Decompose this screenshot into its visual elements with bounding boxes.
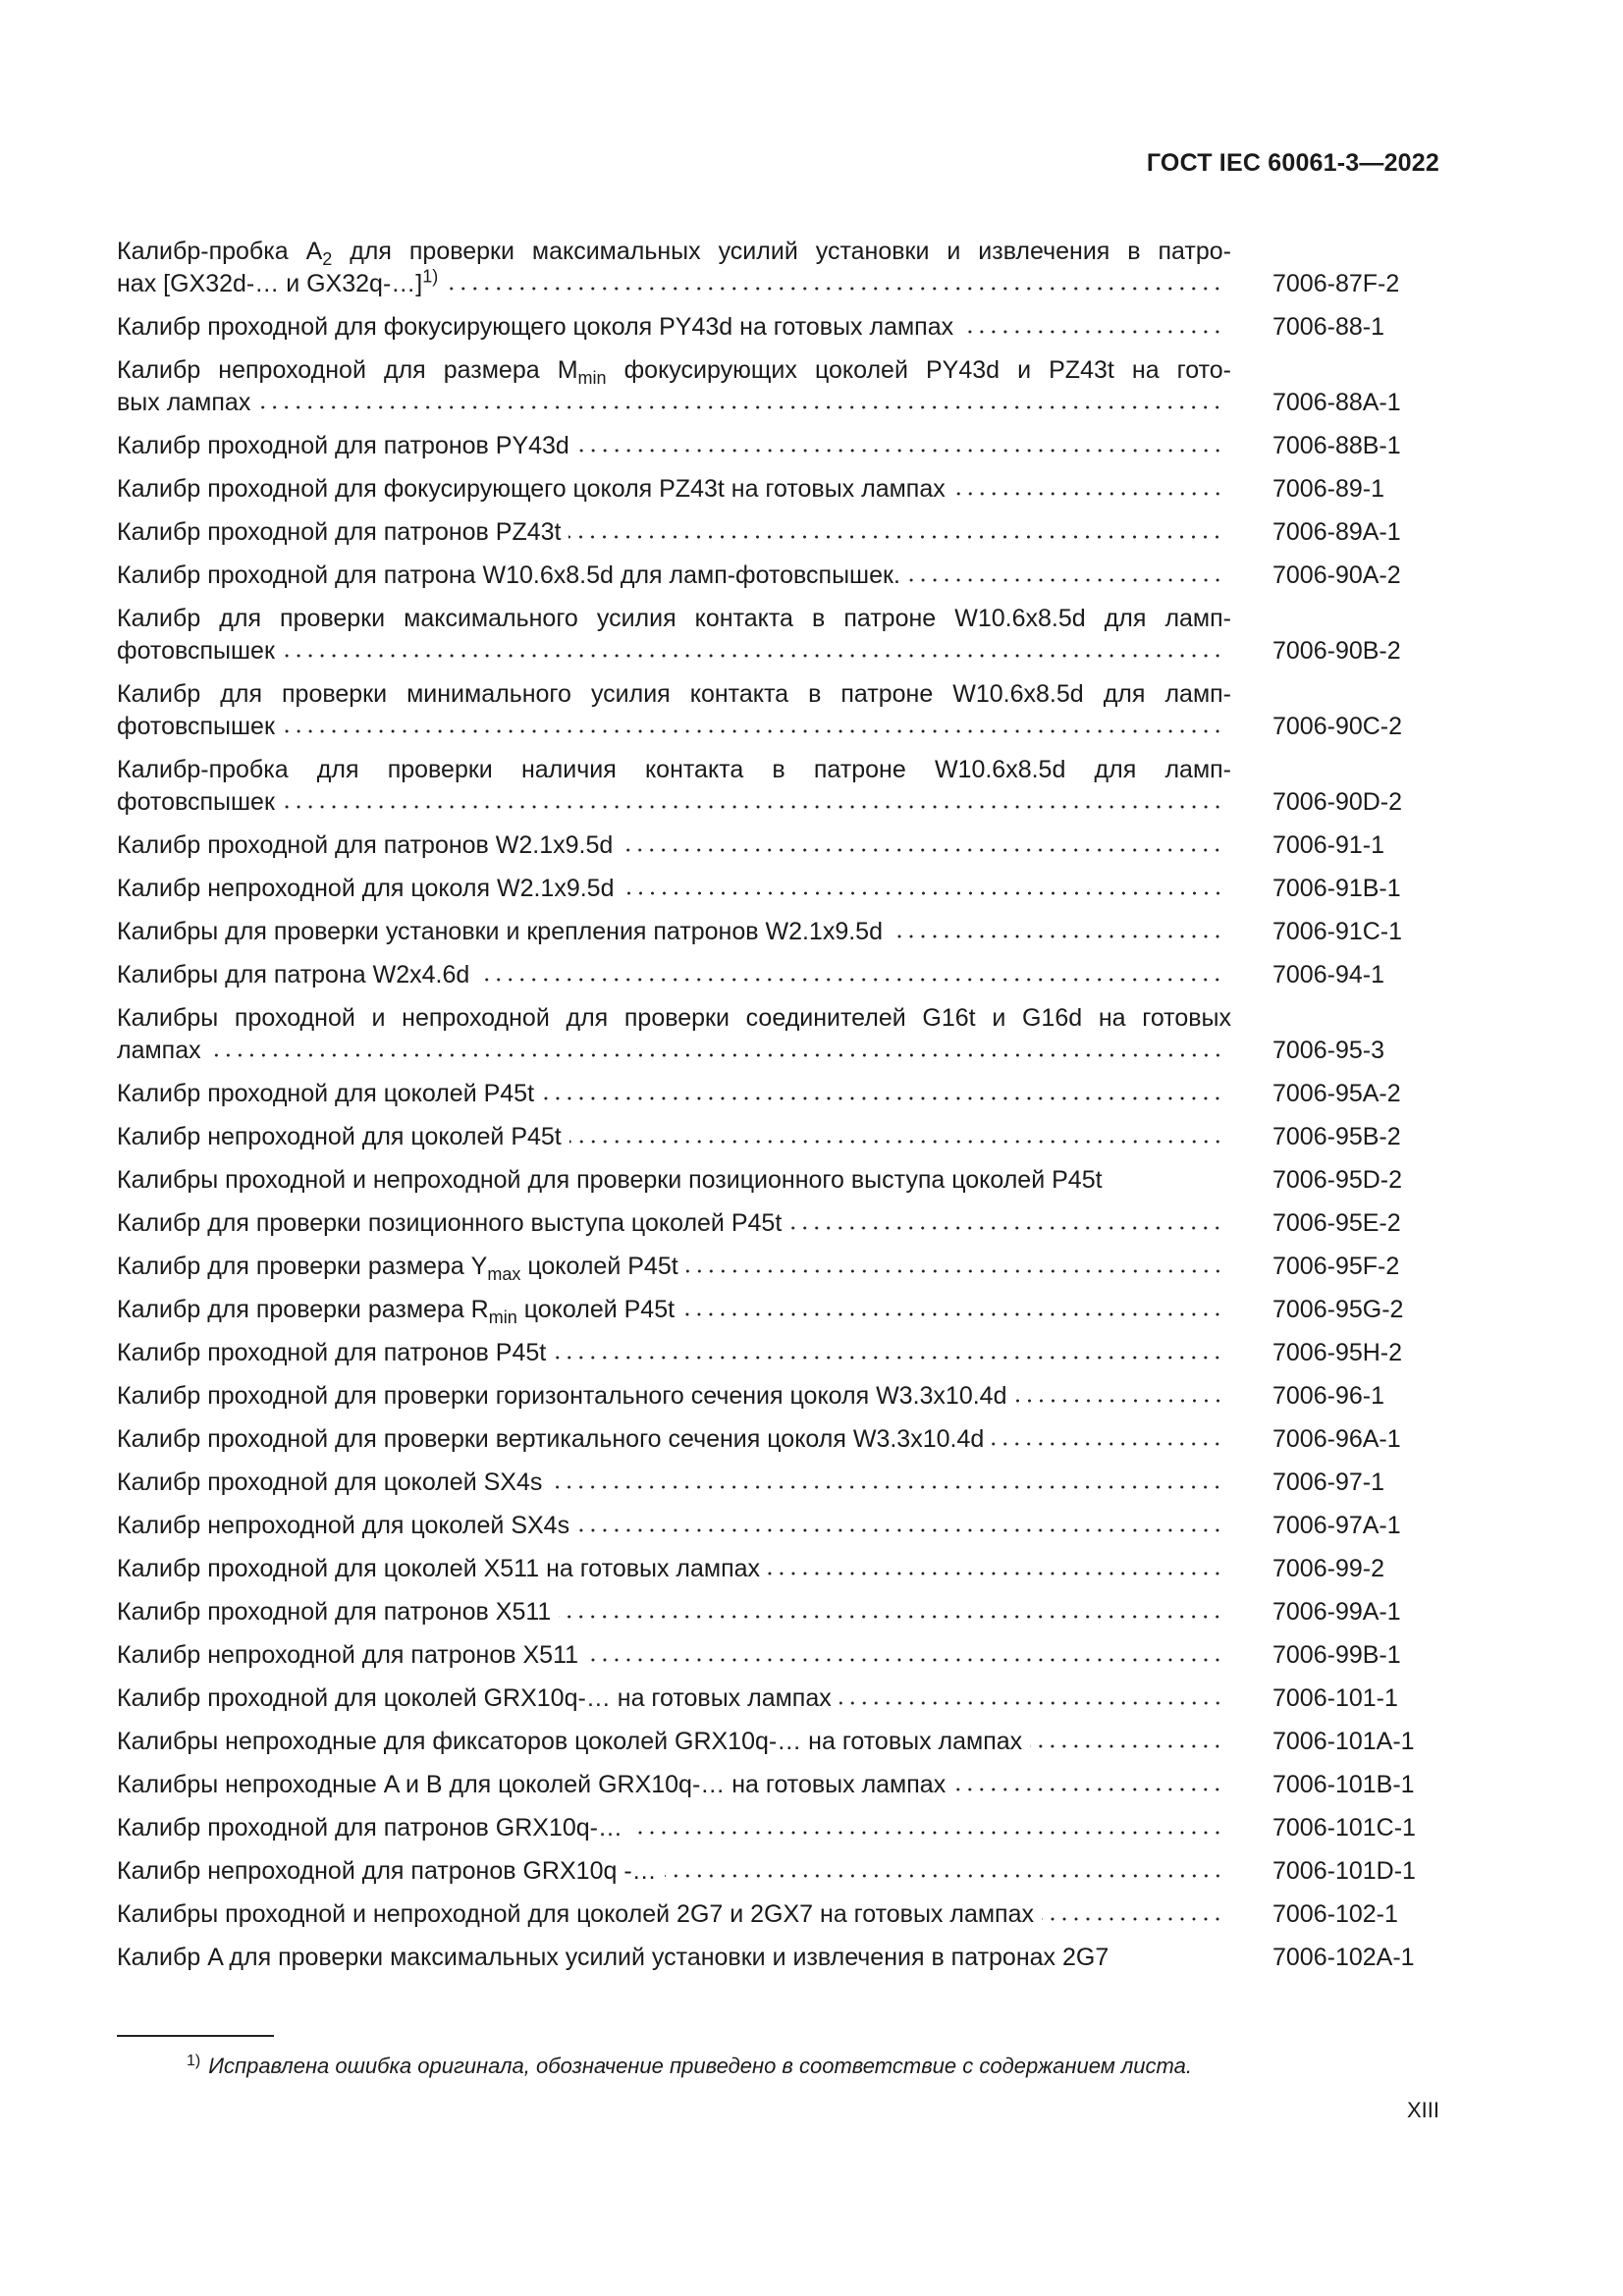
dot-leader — [283, 803, 1223, 811]
dot-leader — [622, 889, 1224, 897]
toc-text-segment: фотовспышек — [117, 637, 275, 665]
toc-entry-last-line-text — [117, 1855, 657, 1888]
toc-entry-title — [117, 1251, 1231, 1283]
toc-entry — [117, 1553, 1435, 1585]
toc-entry-title — [117, 354, 1231, 419]
toc-entry — [117, 1467, 1435, 1499]
toc-entry — [117, 1251, 1435, 1283]
toc-entry-title — [117, 873, 1231, 905]
toc-entry — [117, 1726, 1435, 1758]
dot-leader — [586, 1656, 1223, 1664]
toc-entry-last-line-text — [117, 1294, 675, 1326]
dot-leader — [569, 1138, 1223, 1146]
toc-entry-last-line-text — [117, 1596, 551, 1629]
toc-entry-title — [117, 754, 1231, 819]
toc-entry — [117, 1812, 1435, 1844]
toc-entry-last-line-text — [117, 1682, 832, 1715]
toc-entry-code: 7006-95E-2 — [1272, 1209, 1401, 1237]
toc-text-segment: Калибр проходной для патронов GRX10q-… — [117, 1814, 622, 1842]
toc-text-segment: Калибр проходной для проверки горизонтального сечения цоколя W3.3x10.4d — [117, 1382, 1007, 1410]
toc-entry-last-line — [117, 1423, 1231, 1456]
toc-entry-title — [117, 1726, 1231, 1758]
toc-entry-code: 7006-101B-1 — [1272, 1771, 1415, 1798]
toc-entry — [117, 1898, 1435, 1931]
toc-entry — [117, 311, 1435, 344]
toc-entry-last-line — [117, 1510, 1231, 1542]
dot-leader — [789, 1224, 1223, 1232]
toc-entry — [117, 560, 1435, 592]
dot-leader — [258, 403, 1223, 411]
toc-entry-code: 7006-101C-1 — [1272, 1814, 1416, 1842]
toc-entry-last-line — [117, 1380, 1231, 1413]
dot-leader — [477, 976, 1223, 984]
toc-entry-last-line — [117, 916, 1231, 948]
toc-entry-title — [117, 1337, 1231, 1369]
toc-text-segment: Калибры непроходные A и B для цоколей GRX10q-… на готовых лампах — [117, 1771, 947, 1798]
toc-entry — [117, 1510, 1435, 1542]
toc-entry-last-line-text — [117, 786, 275, 819]
toc-entry-code: 7006-102-1 — [1272, 1900, 1398, 1928]
toc-entry-last-line — [117, 1726, 1231, 1758]
toc-entry-title — [117, 1855, 1231, 1888]
toc-entry-code: 7006-91B-1 — [1272, 875, 1401, 902]
toc-entry-last-line — [117, 473, 1231, 506]
toc-entry-first-line — [117, 1002, 1231, 1035]
dot-leader — [1015, 1397, 1224, 1405]
dot-leader — [621, 846, 1223, 854]
toc-entry-last-line — [117, 1207, 1231, 1240]
dot-leader — [682, 1310, 1223, 1318]
toc-text-segment: Калибр проходной для патронов P45t — [117, 1339, 547, 1366]
toc-entry-code: 7006-97-1 — [1272, 1468, 1384, 1496]
toc-entry-last-line — [117, 786, 1231, 819]
toc-entry-last-line — [117, 1553, 1231, 1585]
toc-entry-code: 7006-99-2 — [1272, 1555, 1384, 1582]
toc-entry-last-line-text — [117, 711, 275, 743]
toc-entry-last-line — [117, 1596, 1231, 1629]
toc-entry — [117, 516, 1435, 549]
toc-entry-title — [117, 1596, 1231, 1629]
toc-entry-title — [117, 1639, 1231, 1672]
toc-entry-code: 7006-89A-1 — [1272, 518, 1401, 546]
toc-entry-last-line-text — [117, 1467, 542, 1499]
toc-entry — [117, 1380, 1435, 1413]
toc-entry — [117, 1294, 1435, 1326]
toc-text-segment: Калибр для проверки позиционного выступа цоколей P45t — [117, 1209, 783, 1237]
toc-text-segment: Калибр проходной для патронов X511 — [117, 1598, 552, 1626]
toc-entry-code: 7006-95B-2 — [1272, 1123, 1401, 1150]
toc-entry-title — [117, 1002, 1231, 1067]
toc-entry-first-line — [117, 754, 1231, 786]
toc-text-segment: Калибр проходной для проверки вертикального сечения цоколя W3.3x10.4d — [117, 1425, 985, 1453]
toc-entry-last-line-text — [117, 516, 561, 549]
toc-entry-last-line-text — [117, 387, 250, 419]
toc-entry-title — [117, 236, 1231, 300]
toc-entry — [117, 473, 1435, 506]
footnote-divider — [117, 2035, 274, 2037]
dot-leader — [559, 1613, 1223, 1621]
dot-leader — [768, 1570, 1223, 1577]
toc-entry-code: 7006-95G-2 — [1272, 1296, 1404, 1323]
toc-entry-title — [117, 1898, 1231, 1931]
toc-entry-title — [117, 560, 1231, 592]
dot-leader — [1030, 1742, 1223, 1750]
dot-leader — [550, 1483, 1223, 1491]
toc-text-segment: Калибр для проверки минимального усилия контакта в патроне W10.6x8.5d для ламп- — [117, 680, 1231, 708]
toc-entry-code: 7006-90B-2 — [1272, 637, 1401, 665]
toc-entry-code: 7006-101A-1 — [1272, 1728, 1415, 1755]
toc-text-segment: Калибр непроходной для цоколей SX4s — [117, 1512, 570, 1539]
toc-entry-last-line-text — [117, 560, 900, 592]
dot-leader — [992, 1440, 1223, 1448]
toc-entry-last-line-text — [117, 1337, 546, 1369]
toc-entry-last-line-text — [117, 1423, 984, 1456]
page-number: XIII — [1406, 2098, 1439, 2122]
toc-entry-last-line — [117, 1682, 1231, 1715]
toc-entry — [117, 1639, 1435, 1672]
subscript: max — [487, 1264, 521, 1284]
toc-entry — [117, 678, 1435, 743]
toc-entry — [117, 430, 1435, 462]
dot-leader — [953, 490, 1223, 498]
toc-entry-title — [117, 678, 1231, 743]
toc-entry-last-line — [117, 1898, 1231, 1931]
toc-entry-code: 7006-90A-2 — [1272, 561, 1401, 589]
toc-text-segment: Калибр проходной для цоколей SX4s — [117, 1468, 543, 1496]
toc-entry-code: 7006-101-1 — [1272, 1684, 1398, 1712]
toc-entry-title — [117, 1164, 1231, 1197]
toc-text-segment: Калибры непроходные для фиксаторов цоколей GRX10q-… на готовых лампах — [117, 1728, 1023, 1755]
subscript: min — [577, 368, 607, 388]
dot-leader — [209, 1051, 1223, 1059]
dot-leader — [283, 652, 1223, 660]
toc-entry-last-line — [117, 1639, 1231, 1672]
toc-text-segment: Калибр для проверки максимального усилия контакта в патроне W10.6x8.5d для ламп- — [117, 605, 1231, 632]
toc-text-segment: лампах — [117, 1037, 201, 1064]
footnote-text: Исправлена ошибка оригинала, обозначение приведено в соответствие с содержанием листа. — [208, 2054, 1192, 2078]
toc-entry-last-line — [117, 1942, 1231, 1974]
toc-entry — [117, 873, 1435, 905]
toc-entry-last-line — [117, 1294, 1231, 1326]
toc-entry-last-line — [117, 1078, 1231, 1110]
toc-entry — [117, 1078, 1435, 1110]
toc-entry-code: 7006-102A-1 — [1272, 1944, 1415, 1971]
dot-leader — [630, 1829, 1223, 1837]
dot-leader — [665, 1872, 1223, 1880]
toc-entry-code: 7006-91-1 — [1272, 831, 1384, 859]
toc-entry-last-line — [117, 560, 1231, 592]
toc-entry-code: 7006-89-1 — [1272, 475, 1384, 503]
toc-text-segment: Калибр проходной для цоколей X511 на готовых лампах — [117, 1555, 761, 1582]
toc-entry-last-line — [117, 1337, 1231, 1369]
toc-text-segment: Калибр для проверки размера R — [117, 1296, 489, 1323]
toc-text-segment: Калибр непроходной для размера M — [117, 356, 578, 384]
toc-entry-last-line — [117, 1164, 1231, 1197]
toc-entry — [117, 959, 1435, 991]
toc-entry-last-line-text — [117, 1207, 782, 1240]
toc-text-segment: Калибр проходной для патронов PY43d — [117, 432, 569, 459]
toc-entry-last-line-text — [117, 1251, 678, 1283]
toc-entry-code: 7006-101D-1 — [1272, 1857, 1416, 1885]
toc-entry-last-line — [117, 387, 1231, 419]
toc-text-segment: вых лампах — [117, 389, 251, 416]
toc-text-segment: фотовспышек — [117, 788, 275, 816]
dot-leader — [891, 933, 1223, 940]
toc-entry-code: 7006-96-1 — [1272, 1382, 1384, 1410]
toc-text-segment: Калибр непроходной для патронов GRX10q -… — [117, 1857, 657, 1885]
toc-entry-title — [117, 1380, 1231, 1413]
toc-entry-first-line — [117, 236, 1231, 268]
dot-leader — [568, 533, 1223, 541]
toc-entry-code: 7006-95F-2 — [1272, 1253, 1400, 1280]
toc-entry-title — [117, 1121, 1231, 1153]
toc-entry-last-line — [117, 1855, 1231, 1888]
toc-text-segment: фотовспышек — [117, 713, 275, 740]
toc-entry-code: 7006-95H-2 — [1272, 1339, 1403, 1366]
toc-entry-last-line — [117, 1121, 1231, 1153]
toc-entry — [117, 1121, 1435, 1153]
toc-entry-title — [117, 1510, 1231, 1542]
toc-entry — [117, 1942, 1435, 1974]
toc-entry — [117, 1423, 1435, 1456]
toc-entry-title — [117, 959, 1231, 991]
toc-entry-code: 7006-88-1 — [1272, 313, 1384, 341]
toc-entry-title — [117, 1467, 1231, 1499]
toc-entry-last-line — [117, 311, 1231, 344]
toc-entry-title — [117, 1942, 1231, 1974]
toc-entry-last-line-text — [117, 1164, 1103, 1197]
toc-entry-last-line-text — [117, 1078, 534, 1110]
toc-entry-code: 7006-90C-2 — [1272, 713, 1403, 740]
dot-leader — [686, 1267, 1223, 1275]
toc-entry-last-line-text — [117, 430, 569, 462]
toc-entry — [117, 1855, 1435, 1888]
toc-entry-last-line-text — [117, 1553, 760, 1585]
toc-entry-title — [117, 829, 1231, 862]
toc-entry-first-line — [117, 354, 1231, 387]
toc-entry — [117, 829, 1435, 862]
toc-entry-last-line-text — [117, 268, 438, 300]
toc-entry-last-line-text — [117, 1380, 1007, 1413]
toc-entry-code: 7006-87F-2 — [1272, 270, 1400, 297]
toc-entry-last-line-text — [117, 311, 953, 344]
table-of-contents — [117, 236, 1435, 1985]
toc-text-segment: Калибр непроходной для цоколей P45t — [117, 1123, 562, 1150]
toc-entry-title — [117, 1812, 1231, 1844]
toc-text-segment: Калибр проходной для патрона W10.6x8.5d для ламп-фотовспышек. — [117, 561, 900, 589]
dot-leader — [961, 328, 1223, 336]
toc-entry-last-line-text — [117, 1639, 578, 1672]
toc-entry-last-line-text — [117, 1510, 569, 1542]
subscript: 2 — [322, 249, 333, 269]
toc-entry-code: 7006-99A-1 — [1272, 1598, 1401, 1626]
toc-text-segment: цоколей P45t — [516, 1296, 676, 1323]
dot-leader — [839, 1699, 1223, 1707]
toc-entry — [117, 1682, 1435, 1715]
toc-entry-last-line-text — [117, 473, 946, 506]
footnote-marker: 1) — [187, 2052, 201, 2069]
toc-text-segment: Калибры проходной и непроходной для проверки позиционного выступа цоколей P45t — [117, 1166, 1103, 1194]
toc-entry — [117, 754, 1435, 819]
toc-entry — [117, 1769, 1435, 1801]
toc-entry-code: 7006-88B-1 — [1272, 432, 1401, 459]
toc-text-segment: фокусирующих цоколей PY43d и PZ43t на гото- — [606, 356, 1231, 384]
subscript: min — [488, 1308, 517, 1327]
toc-entry-last-line — [117, 1251, 1231, 1283]
toc-entry-last-line — [117, 430, 1231, 462]
toc-entry-code: 7006-95-3 — [1272, 1037, 1384, 1064]
toc-text-segment: для проверки максимальных усилий установки и извлечения в патро- — [332, 238, 1231, 265]
dot-leader — [577, 1526, 1223, 1534]
toc-text-segment: Калибр проходной для патронов W2.1x9.5d — [117, 831, 614, 859]
toc-entry — [117, 1207, 1435, 1240]
toc-entry-last-line-text — [117, 1942, 1109, 1974]
dot-leader — [283, 727, 1223, 735]
toc-entry-code: 7006-99B-1 — [1272, 1641, 1401, 1669]
toc-entry-last-line-text — [117, 1769, 946, 1801]
toc-entry-title — [117, 311, 1231, 344]
toc-text-segment: цоколей P45t — [520, 1253, 678, 1280]
toc-entry — [117, 354, 1435, 419]
toc-entry-last-line-text — [117, 1812, 622, 1844]
dot-leader — [446, 285, 1223, 293]
toc-text-segment: Калибры для патрона W2x4.6d — [117, 961, 470, 988]
toc-entry — [117, 1164, 1435, 1197]
toc-entry-title — [117, 1294, 1231, 1326]
toc-entry-title — [117, 430, 1231, 462]
toc-text-segment: Калибр непроходной для цоколя W2.1x9.5d — [117, 875, 615, 902]
toc-entry — [117, 1002, 1435, 1067]
toc-entry-first-line — [117, 603, 1231, 635]
toc-text-segment: Калибр проходной для фокусирующего цоколя PY43d на готовых лампах — [117, 313, 954, 341]
toc-text-segment: Калибры проходной и непроходной для проверки соединителей G16t и G16d на готовых — [117, 1004, 1231, 1032]
toc-entry-last-line-text — [117, 916, 883, 948]
toc-entry-last-line-text — [117, 829, 613, 862]
toc-entry — [117, 1337, 1435, 1369]
toc-text-segment: Калибр проходной для цоколей P45t — [117, 1080, 535, 1107]
toc-text-segment: нах [GX32d-… и GX32q-…] — [117, 270, 423, 297]
toc-entry-last-line-text — [117, 635, 275, 667]
toc-entry-last-line — [117, 516, 1231, 549]
toc-text-segment: Калибр непроходной для патронов X511 — [117, 1641, 579, 1669]
toc-entry-last-line-text — [117, 1035, 201, 1067]
toc-entry-title — [117, 473, 1231, 506]
toc-entry-title — [117, 1682, 1231, 1715]
toc-entry-last-line-text — [117, 1121, 562, 1153]
toc-entry — [117, 603, 1435, 667]
toc-text-segment: Калибр A для проверки максимальных усилий установки и извлечения в патронах 2G7 — [117, 1944, 1109, 1971]
toc-entry-code: 7006-91C-1 — [1272, 918, 1403, 945]
toc-entry-last-line — [117, 268, 1231, 300]
toc-text-segment: Калибр-пробка для проверки наличия контакта в патроне W10.6x8.5d для ламп- — [117, 756, 1231, 783]
toc-entry-title — [117, 1553, 1231, 1585]
toc-entry-last-line — [117, 829, 1231, 862]
toc-text-segment: Калибры для проверки установки и крепления патронов W2.1x9.5d — [117, 918, 883, 945]
toc-entry-code: 7006-94-1 — [1272, 961, 1384, 988]
toc-entry-title — [117, 516, 1231, 549]
toc-entry — [117, 1596, 1435, 1629]
dot-leader — [542, 1095, 1223, 1102]
toc-entry-title — [117, 1078, 1231, 1110]
toc-entry-last-line — [117, 1467, 1231, 1499]
toc-entry-last-line-text — [117, 1898, 1034, 1931]
toc-text-segment: Калибр проходной для цоколей GRX10q-… на готовых лампах — [117, 1684, 832, 1712]
dot-leader — [554, 1354, 1223, 1362]
toc-entry-last-line — [117, 1035, 1231, 1067]
toc-text-segment: Калибр проходной для фокусирующего цоколя PZ43t на готовых лампах — [117, 475, 946, 503]
toc-entry-code: 7006-88A-1 — [1272, 389, 1401, 416]
toc-entry-last-line-text — [117, 1726, 1022, 1758]
toc-entry-last-line — [117, 959, 1231, 991]
toc-entry-title — [117, 916, 1231, 948]
toc-entry-code: 7006-96A-1 — [1272, 1425, 1401, 1453]
toc-entry-title — [117, 1769, 1231, 1801]
toc-entry-title — [117, 1207, 1231, 1240]
toc-text-segment: Калибры проходной и непроходной для цоколей 2G7 и 2GX7 на готовых лампах — [117, 1900, 1034, 1928]
toc-entry — [117, 916, 1435, 948]
dot-leader — [577, 447, 1223, 454]
toc-entry-code: 7006-97A-1 — [1272, 1512, 1401, 1539]
footnote-reference: 1) — [422, 266, 439, 287]
toc-entry-title — [117, 1423, 1231, 1456]
footnote — [187, 2054, 1192, 2079]
toc-entry-last-line-text — [117, 959, 469, 991]
toc-entry — [117, 236, 1435, 300]
toc-entry-last-line — [117, 711, 1231, 743]
toc-entry-last-line — [117, 635, 1231, 667]
toc-entry-last-line-text — [117, 873, 615, 905]
toc-text-segment: Калибр проходной для патронов PZ43t — [117, 518, 562, 546]
toc-text-segment: Калибр-пробка A — [117, 238, 323, 265]
dot-leader — [908, 576, 1223, 584]
toc-entry-title — [117, 603, 1231, 667]
toc-entry-first-line — [117, 678, 1231, 711]
dot-leader — [953, 1786, 1223, 1793]
dot-leader — [1042, 1915, 1223, 1923]
toc-entry-last-line — [117, 1769, 1231, 1801]
toc-text-segment: Калибр для проверки размера Y — [117, 1253, 488, 1280]
toc-entry-code: 7006-90D-2 — [1272, 788, 1403, 816]
toc-entry-last-line — [117, 873, 1231, 905]
toc-entry-code: 7006-95A-2 — [1272, 1080, 1401, 1107]
document-header: ГОСТ IEC 60061-3—2022 — [1146, 149, 1439, 177]
toc-entry-last-line — [117, 1812, 1231, 1844]
toc-entry-code: 7006-95D-2 — [1272, 1166, 1403, 1194]
